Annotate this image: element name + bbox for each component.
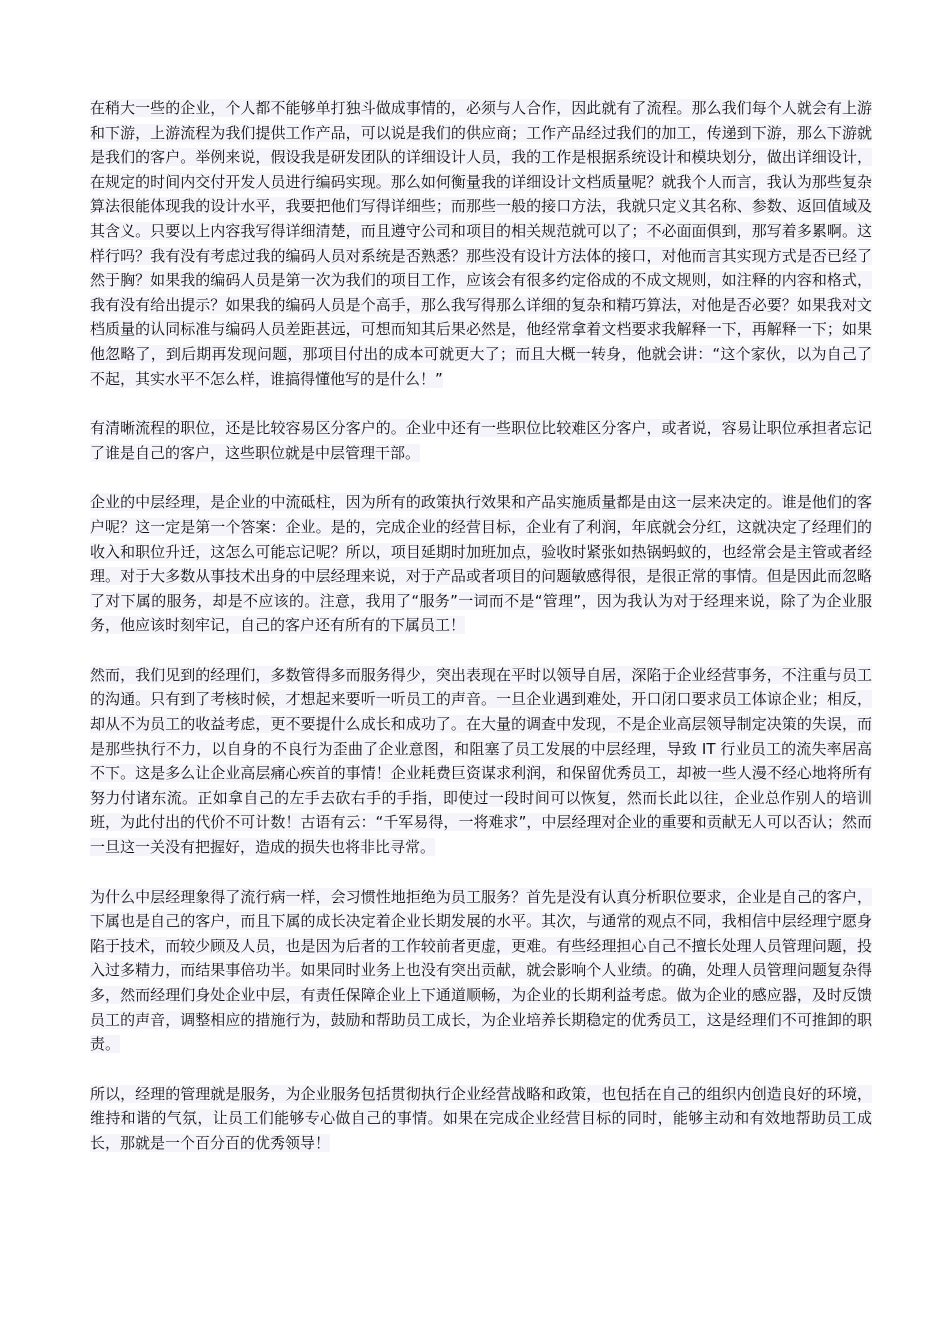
paragraph-6 [90, 1082, 872, 1156]
paragraph-6-text: 所以，经理的管理就是服务，为企业服务包括贯彻执行企业经营战略和政策，也包括在自己的组织内创造良好的环境，维持和谐的气氛，让员工们能够专心做自己的事情。如果在完成企业经营目标的同时，能够主动和有效地帮助员工成长，那就是一个百分百的优秀领导！ [90, 1084, 872, 1152]
paragraph-2 [90, 416, 872, 465]
paragraph-3-text: 企业的中层经理，是企业的中流砥柱，因为所有的政策执行效果和产品实施质量都是由这一层来决定的。谁是他们的客户呢？这一定是第一个答案：企业。是的，完成企业的经营目标，企业有了利润，年底就会分红，这就决定了经理们的收入和职位升迁，这怎么可能忘记呢？所以，项目延期时加班加点，验收时紧张如热锅蚂蚁的，也经常会是主管或者经理。对于大多数从事技术出身的中层经理来说，对于产品或者项目的问题敏感得很，是很正常的事情。但是因此而忽略了对下属的服务，却是不应该的。注意，我用了“服务”一词而不是“管理”，因为我认为对于经理来说，除了为企业服务，他应该时刻牢记，自己的客户还有所有的下属员工！ [90, 493, 872, 635]
paragraph-1 [90, 96, 872, 391]
paragraph-4 [90, 663, 872, 860]
paragraph-3 [90, 490, 872, 638]
paragraph-1-text: 在稍大一些的企业，个人都不能够单打独斗做成事情的，必须与人合作，因此就有了流程。那么我们每个人就会有上游和下游，上游流程为我们提供工作产品，可以说是我们的供应商；工作产品经过我们的加工，传递到下游，那么下游就是我们的客户。举例来说，假设我是研发团队的详细设计人员，我的工作是根据系统设计和模块划分，做出详细设计，在规定的时间内交付开发人员进行编码实现。那么如何衡量我的详细设计文档质量呢？就我个人而言，我认为那些复杂算法很能体现我的设计水平，我要把他们写得详细些；而那些一般的接口方法，我就只定义其名称、参数、返回值域及其含义。只要以上内容我写得详细清楚，而且遵守公司和项目的相关规范就可以了；不必面面俱到，那写着多累啊。这样行吗？我有没有考虑过我的编码人员对系统是否熟悉？那些没有设计方法体的接口，对他而言其实现方式是否已经了然于胸？如果我的编码人员是第一次为我们的项目工作，应该会有很多约定俗成的不成文规则，如注释的内容和格式，我有没有给出提示？如果我的编码人员是个高手，那么我写得那么详细的复杂和精巧算法，对他是否必要？如果我对文档质量的认同标准与编码人员差距甚远，可想而知其后果必然是，他经常拿着文档要求我解释一下，再解释一下；如果他忽略了，到后期再发现问题，那项目付出的成本可就更大了；而且大概一转身，他就会讲：“这个家伙，以为自己了不起，其实水平不怎么样，谁搞得懂他写的是什么！” [90, 99, 872, 388]
paragraph-2-text: 有清晰流程的职位，还是比较容易区分客户的。企业中还有一些职位比较难区分客户，或者说，容易让职位承担者忘记了谁是自己的客户，这些职位就是中层管理干部。 [90, 419, 872, 462]
document-body [90, 96, 872, 1181]
paragraph-4-text: 然而，我们见到的经理们，多数管得多而服务得少，突出表现在平时以领导自居，深陷于企业经营事务，不注重与员工的沟通。只有到了考核时候，才想起来要听一听员工的声音。一旦企业遇到难处，开口闭口要求员工体谅企业；相反，却从不为员工的收益考虑，更不要提什么成长和成功了。在大量的调查中发现，不是企业高层领导制定决策的失误，而是那些执行不力，以自身的不良行为歪曲了企业意图，和阻塞了员工发展的中层经理，导致 IT 行业员工的流失率居高不下。这是多么让企业高层痛心疾首的事情！企业耗费巨资谋求利润，和保留优秀员工，却被一些人漫不经心地将所有努力付诸东流。正如拿自己的左手去砍右手的手指，即使过一段时间可以恢复，然而长此以往，企业总作别人的培训班，为此付出的代价不可计数！古语有云：“千军易得，一将难求”，中层经理对企业的重要和贡献无人可以否认；然而一旦这一关没有把握好，造成的损失也将非比寻常。 [90, 665, 872, 857]
paragraph-5-text: 为什么中层经理象得了流行病一样，会习惯性地拒绝为员工服务？首先是没有认真分析职位要求，企业是自己的客户，下属也是自己的客户，而且下属的成长决定着企业长期发展的水平。其次，与通常的观点不同，我相信中层经理宁愿身陷于技术，而较少顾及人员，也是因为后者的工作较前者更虚，更难。有些经理担心自己不擅长处理人员管理问题，投入过多精力，而结果事倍功半。如果同时业务上也没有突出贡献，就会影响个人业绩。的确，处理人员管理问题复杂得多，然而经理们身处企业中层，有责任保障企业上下通道顺畅，为企业的长期利益考虑。做为企业的感应器，及时反馈员工的声音，调整相应的措施行为，鼓励和帮助员工成长，为企业培养长期稳定的优秀员工，这是经理们不可推卸的职责。 [90, 887, 872, 1054]
paragraph-5 [90, 885, 872, 1057]
